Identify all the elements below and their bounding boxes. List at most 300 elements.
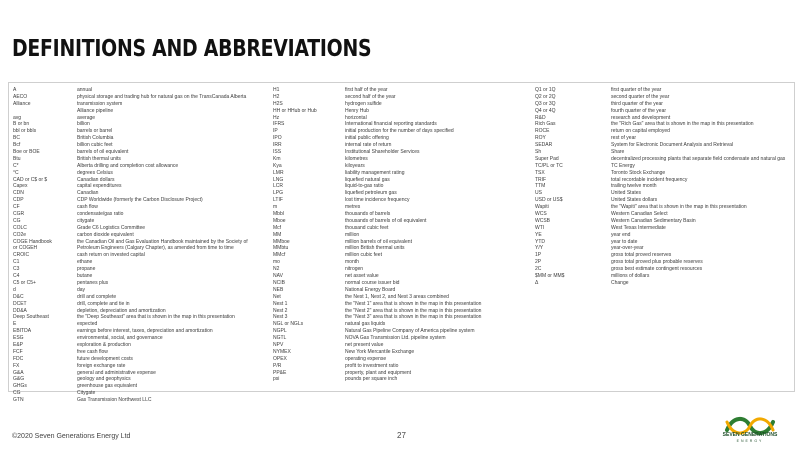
definition: liquid-to-gas ratio (345, 183, 384, 190)
definition: research and development (611, 114, 671, 121)
definition-row (13, 225, 269, 232)
abbreviation: CROIC (13, 252, 30, 259)
definition: the "Nest 3" area that is shown in the map in this presentation (345, 314, 482, 321)
abbreviation: $MM or MM$ (535, 273, 565, 280)
abbreviation: Boe or BOE (13, 149, 40, 156)
definition-row (13, 363, 269, 370)
definition-row (273, 314, 529, 321)
definition: Alliance pipeline (77, 107, 114, 114)
definition-row (535, 108, 793, 115)
abbreviation: FX (13, 362, 20, 369)
abbreviation: NGL or NGLs (273, 321, 304, 328)
definition-row (535, 204, 793, 211)
definition-row (13, 397, 269, 404)
definition: the "Nest 2" area that is shown in the map in this presentation (345, 307, 482, 314)
definition: exploration & production (77, 341, 131, 348)
abbreviation: H2 (273, 93, 280, 100)
abbreviation: CG (13, 217, 21, 224)
definition: liquefied petroleum gas (345, 190, 397, 197)
abbreviation: LCR (273, 183, 284, 190)
definition: pentanes plus (77, 279, 109, 286)
abbreviation: Mcf (273, 224, 282, 231)
abbreviation: bbl or bbls (13, 128, 37, 135)
definition-row (13, 190, 269, 197)
abbreviation: COGE Handbook (13, 238, 52, 245)
abbreviation: d (13, 286, 16, 293)
definition-row (13, 252, 269, 259)
definition-row (535, 273, 793, 280)
definition: barrels of oil equivalent (77, 149, 129, 156)
definition-row (535, 190, 793, 197)
abbreviation: psi (273, 376, 280, 383)
definition: net present value (345, 341, 384, 348)
definition: International financial reporting standards (345, 121, 437, 128)
abbreviation: NCIB (273, 279, 285, 286)
abbreviation: Super Pad (535, 155, 559, 162)
definition: TC Energy (611, 162, 635, 169)
abbreviation: ROCE (535, 128, 550, 135)
definition: Petroleum Engineers (Calgary Chapter), as amended from time to time (77, 245, 234, 252)
abbreviation: 2P (535, 259, 542, 266)
abbreviation: NYMEX (273, 348, 291, 355)
abbreviation: LNG (273, 176, 284, 183)
abbreviation: IFRS (273, 121, 285, 128)
definition-row (273, 321, 529, 328)
definition: Grade C6 Logistics Committee (77, 224, 146, 231)
definition-row (13, 259, 269, 266)
definition-row (273, 308, 529, 315)
abbreviation: GTN (13, 397, 24, 404)
definition-row (13, 301, 269, 308)
logo-subtitle: ENERGY (736, 439, 764, 443)
definition: first half of the year (345, 87, 388, 93)
definition: the "Wapiti" area that is shown in the map in this presentation (611, 204, 747, 211)
definition-row (273, 328, 529, 335)
definition: decentralized processing plants that separate field condensate and natural gas (611, 155, 786, 162)
definition-row (273, 115, 529, 122)
abbreviation: IPO (273, 135, 282, 142)
abbreviation: GHGs (13, 383, 27, 390)
definition-row (13, 342, 269, 349)
definition-row (535, 259, 793, 266)
definition-row (273, 170, 529, 177)
abbreviation: Rich Gas (535, 121, 556, 128)
abbreviation: H2S (273, 100, 283, 107)
abbreviation: TRIF (535, 176, 547, 183)
definition-row (273, 218, 529, 225)
definition: condensate/gas ratio (77, 211, 124, 218)
definition-row (13, 156, 269, 163)
definition: year end (611, 231, 631, 238)
definition: Natural Gas Pipeline Company of America pipeline system (345, 328, 475, 335)
abbreviation: Kya (273, 162, 282, 169)
definition: third quarter of the year (611, 100, 663, 107)
definition: the "Deep Southeast" area that is shown in the map in this presentation (77, 314, 235, 321)
abbreviation: Deep Southeast (13, 314, 49, 321)
definition: barrels or barrel (77, 128, 113, 135)
abbreviation: mo (273, 259, 280, 266)
definition: Institutional Shareholder Services (345, 149, 420, 156)
definition-row (273, 239, 529, 246)
abbreviation: Nest 1 (273, 300, 288, 307)
abbreviation: MM (273, 231, 282, 238)
definition: total recordable incident frequency (611, 176, 688, 183)
definition-row (273, 342, 529, 349)
definition: citygate (77, 217, 95, 224)
abbreviation: TC/PL or TC (535, 162, 563, 169)
abbreviation: m (273, 204, 278, 211)
definition: capital expenditures (77, 183, 122, 190)
definition: United States dollars (611, 197, 658, 204)
definition-row (273, 335, 529, 342)
definition: Western Canadian Select (611, 211, 668, 218)
abbreviation: EBITDA (13, 328, 32, 335)
definition: initial public offering (345, 135, 389, 142)
definition: liquefied natural gas (345, 176, 390, 183)
definition: billion cubic feet (77, 142, 113, 149)
definition-row (13, 197, 269, 204)
abbreviation: NGPL (273, 328, 287, 335)
definition: New York Mercantile Exchange (345, 348, 415, 355)
abbreviation: DCET (13, 300, 27, 307)
definition: the Nest 1, Nest 2, and Nest 3 areas combined (345, 293, 449, 300)
definition-row (13, 239, 269, 246)
abbreviation: HH or HHub or Hub (273, 107, 317, 114)
definition-row (13, 349, 269, 356)
definition-row (535, 245, 793, 252)
definition-row (535, 94, 793, 101)
definition-row (13, 170, 269, 177)
definition: System for Electronic Document Analysis and Retrieval (611, 142, 733, 149)
definition: million barrels of oil equivalent (345, 238, 412, 245)
definition-row (535, 211, 793, 218)
definition-row (273, 376, 529, 383)
abbreviation: Btu (13, 155, 21, 162)
abbreviation: CDN (13, 190, 24, 197)
definition: month (345, 259, 359, 266)
definition: net asset value (345, 273, 379, 280)
definition-row (13, 370, 269, 377)
abbreviation: WCS (535, 211, 547, 218)
definition-row (13, 135, 269, 142)
definition-row (535, 156, 793, 163)
abbreviation: NAV (273, 273, 283, 280)
definition: Canadian (77, 190, 99, 197)
abbreviation: A (13, 87, 17, 93)
definition-row (13, 142, 269, 149)
abbreviation: WTI (535, 224, 545, 231)
definition-row (13, 87, 269, 94)
definition: general and administrative expense (77, 369, 156, 376)
abbreviation: G&G (13, 376, 25, 383)
definition-row (13, 245, 269, 252)
definition: cash return on invested capital (77, 252, 145, 259)
definition: drill and complete (77, 293, 117, 300)
definition: Henry Hub (345, 107, 369, 114)
definition-row (13, 211, 269, 218)
definition: drill, complete and tie in (77, 300, 130, 307)
definition: hydrogen sulfide (345, 100, 382, 107)
definition: cash flow (77, 204, 98, 211)
definition-row (13, 101, 269, 108)
abbreviation (13, 108, 77, 115)
definition-row (13, 321, 269, 328)
definition: propane (77, 266, 96, 273)
definition: the "Nest 1" area that is shown in the map in this presentation (345, 300, 482, 307)
definition-row (13, 280, 269, 287)
definition-row (535, 218, 793, 225)
definition: physical storage and trading hub for natural gas on the TransCanada Alberta (77, 93, 247, 100)
definition: Citygate (77, 390, 96, 397)
definition: National Energy Board (345, 286, 396, 293)
definition: kilometres (345, 155, 368, 162)
definition: thousands of barrels of oil equivalent (345, 217, 427, 224)
definition: free cash flow (77, 348, 108, 355)
abbreviation: avg (13, 114, 22, 121)
definition-row (13, 266, 269, 273)
definition-row (13, 121, 269, 128)
definition-row (13, 232, 269, 239)
definition-row (535, 135, 793, 142)
abbreviation: 1P (535, 252, 542, 259)
abbreviation: CAD or C$ or $ (13, 176, 48, 183)
definition-row (13, 128, 269, 135)
abbreviation: C1 (13, 259, 20, 266)
definition-row (273, 183, 529, 190)
definition-row (535, 87, 793, 94)
abbreviation: CG (13, 390, 21, 397)
definitions-column-2 (273, 87, 529, 383)
definition: day (77, 286, 86, 293)
definition: geology and geophysics (77, 376, 131, 383)
abbreviation: Net (273, 293, 281, 300)
definition-row (13, 383, 269, 390)
definition: fourth quarter of the year (611, 107, 667, 114)
definition-row (13, 218, 269, 225)
definition-row (273, 370, 529, 377)
definition-row (535, 197, 793, 204)
definition: second quarter of the year (611, 93, 670, 100)
abbreviation: LTIF (273, 197, 283, 204)
abbreviation: IRR (273, 142, 282, 149)
abbreviation: LPG (273, 190, 284, 197)
abbreviation: MMcf (273, 252, 286, 259)
definition: West Texas Intermediate (611, 224, 666, 231)
abbreviation: DD&A (13, 307, 27, 314)
definition: millions of dollars (611, 273, 650, 280)
abbreviation: Y/Y (535, 245, 544, 252)
abbreviation: Mboe (273, 217, 286, 224)
abbreviation: CO2e (13, 231, 27, 238)
definition: gross total proved plus probable reserves (611, 259, 703, 266)
definition-row (273, 128, 529, 135)
definition: rest of year (611, 135, 637, 142)
definition-row (273, 273, 529, 280)
definition-row (273, 259, 529, 266)
definition-row (273, 211, 529, 218)
definition: first quarter of the year (611, 87, 662, 93)
definition-row (13, 149, 269, 156)
abbreviation: YE (535, 231, 542, 238)
definition: NOVA Gas Transmission Ltd. pipeline system (345, 335, 446, 342)
abbreviation: FCF (13, 348, 23, 355)
definition-row (273, 301, 529, 308)
abbreviation: PP&E (273, 369, 287, 376)
abbreviation: Nest 3 (273, 314, 288, 321)
abbreviation: USD or US$ (535, 197, 563, 204)
definition-row (535, 128, 793, 135)
definition: depletion, depreciation and amortization (77, 307, 166, 314)
abbreviation: Δ (535, 279, 539, 286)
definition: million (345, 231, 360, 238)
abbreviation: °C (13, 169, 19, 176)
definition-row (535, 183, 793, 190)
definition: property, plant and equipment (345, 369, 412, 376)
definition: butane (77, 273, 93, 280)
definition-row (273, 363, 529, 370)
abbreviation: Sh (535, 149, 542, 156)
definition-row (13, 390, 269, 397)
definition: trailing twelve month (611, 183, 657, 190)
definition-row (535, 149, 793, 156)
definition: kiloyears (345, 162, 365, 169)
definition-row (273, 280, 529, 287)
definition-row (273, 87, 529, 94)
definition: horizontal (345, 114, 367, 121)
definition-row (273, 349, 529, 356)
abbreviation: D&C (13, 293, 24, 300)
abbreviation: NPV (273, 341, 284, 348)
definition-row (273, 149, 529, 156)
definition: nitrogen (345, 266, 364, 273)
definition-row (273, 142, 529, 149)
definition: the Canadian Oil and Gas Evaluation Handbook maintained by the Society of (77, 238, 248, 245)
definition: British Columbia (77, 135, 114, 142)
page-number: 27 (397, 431, 406, 440)
abbreviation: Km (273, 155, 281, 162)
definition: internal rate of return (345, 142, 392, 149)
definition: year to date (611, 238, 638, 245)
definition-row (535, 170, 793, 177)
abbreviation: OPEX (273, 355, 287, 362)
definition-row (535, 115, 793, 122)
logo-name: SEVEN GENERATIONS (722, 432, 778, 438)
definition: the "Rich Gas" area that is shown in the map in this presentation (611, 121, 754, 128)
definition-row (535, 266, 793, 273)
definition-row (535, 225, 793, 232)
abbreviation: Capex (13, 183, 28, 190)
definition-row (273, 121, 529, 128)
definitions-table (8, 82, 795, 404)
definition: average (77, 114, 96, 121)
definition-row (273, 101, 529, 108)
definition: degrees Celsius (77, 169, 113, 176)
definition: second half of the year (345, 93, 396, 100)
definition-row (273, 190, 529, 197)
definition-row (273, 163, 529, 170)
abbreviation: C5 or C5+ (13, 279, 36, 286)
definition-row (535, 121, 793, 128)
definition-row (535, 239, 793, 246)
abbreviation: Q3 or 3Q (535, 100, 556, 107)
abbreviation: B or bn (13, 121, 30, 128)
abbreviation: Alliance (13, 100, 31, 107)
definition-row (535, 101, 793, 108)
definition: pounds per square inch (345, 376, 398, 383)
abbreviation: TSX (535, 169, 545, 176)
abbreviation: C3 (13, 266, 20, 273)
abbreviation: Q4 or 4Q (535, 107, 556, 114)
definition-row (273, 135, 529, 142)
definition: environmental, social, and governance (77, 335, 163, 342)
abbreviation: C* (13, 162, 19, 169)
definition: year-over-year (611, 245, 644, 252)
definition-row (273, 287, 529, 294)
definition: metres (345, 204, 361, 211)
definition-row (535, 252, 793, 259)
definition-row (13, 204, 269, 211)
definitions-column-1 (13, 87, 269, 404)
abbreviation: N2 (273, 266, 280, 273)
definition: liability management rating (345, 169, 405, 176)
definition-row (13, 287, 269, 294)
definition-row (273, 94, 529, 101)
definition-row (273, 204, 529, 211)
abbreviation: ISS (273, 149, 282, 156)
definition-row (273, 108, 529, 115)
abbreviation: BC (13, 135, 20, 142)
definition: future development costs (77, 355, 133, 362)
definition-row (273, 245, 529, 252)
definition: ethane (77, 259, 93, 266)
definition-row (273, 156, 529, 163)
abbreviation: MMboe (273, 238, 290, 245)
definition: thousands of barrels (345, 211, 391, 218)
definition: Alberta drilling and completion cost allowance (77, 162, 179, 169)
definition: gross best estimate contingent resources (611, 266, 703, 273)
definition-row (273, 252, 529, 259)
definition: Canadian dollars (77, 176, 115, 183)
definition-row (535, 163, 793, 170)
definition-row (273, 177, 529, 184)
definition: greenhouse gas equivalent (77, 383, 138, 390)
definition: operating expense (345, 355, 387, 362)
abbreviation: Wapiti (535, 204, 549, 211)
definition: gross total proved reserves (611, 252, 672, 259)
abbreviation: SEDAR (535, 142, 553, 149)
definition-row (13, 273, 269, 280)
definition: million British thermal units (345, 245, 405, 252)
definition-row (535, 142, 793, 149)
abbreviation: US (535, 190, 542, 197)
definition-row (535, 177, 793, 184)
abbreviation: CGR (13, 211, 25, 218)
abbreviation: E (13, 321, 17, 328)
definition-row (273, 232, 529, 239)
definition: thousand cubic feet (345, 224, 389, 231)
abbreviation: MMbtu (273, 245, 289, 252)
page-title: DEFINITIONS AND ABBREVIATIONS (12, 36, 372, 62)
abbreviation: P/R (273, 362, 282, 369)
definition: CDP Worldwide (formerly the Carbon Disclosure Project) (77, 197, 203, 204)
definition-row (13, 314, 269, 321)
abbreviation: AECO (13, 93, 28, 100)
definition-row (13, 183, 269, 190)
definition-row (13, 308, 269, 315)
definition: annual (77, 87, 93, 93)
definition: million cubic feet (345, 252, 382, 259)
abbreviation: WCSB (535, 217, 550, 224)
